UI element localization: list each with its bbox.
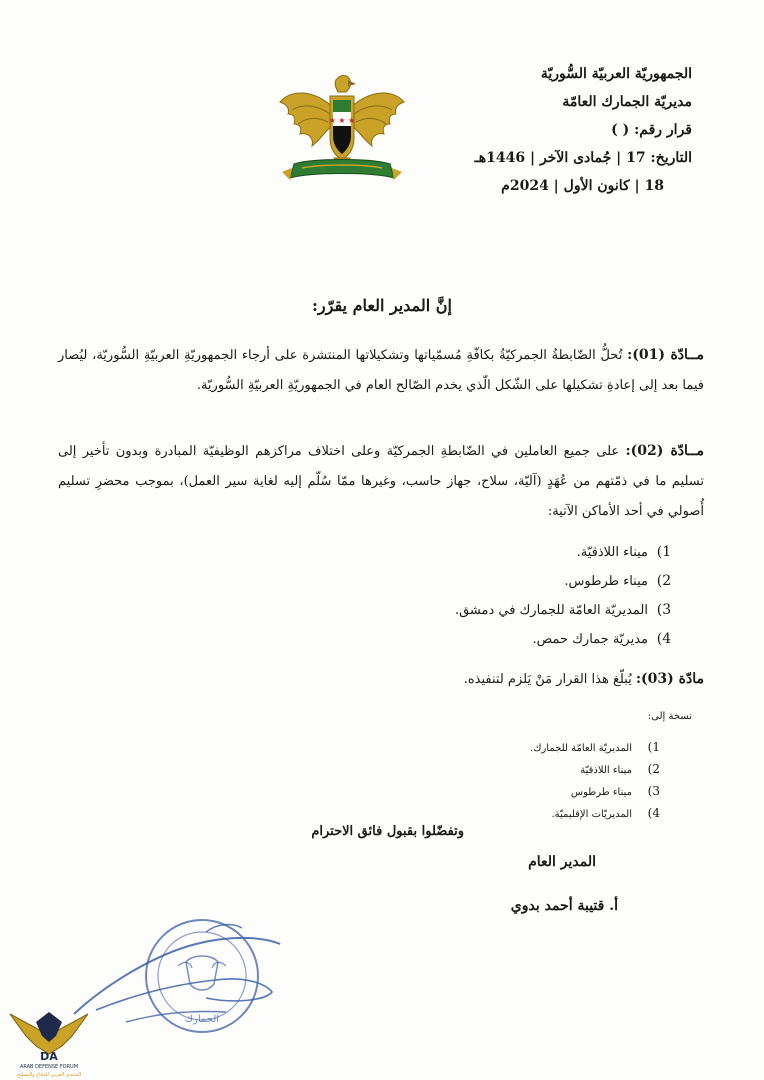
closing-line: وتفضّلوا بقبول فائق الاحترام <box>311 824 464 839</box>
syria-emblem-icon <box>272 68 412 194</box>
svg-text:ARAB DEFENSE FORUM: ARAB DEFENSE FORUM <box>19 1064 79 1070</box>
copies-label: نسخة إلى: <box>647 711 692 722</box>
copy-item: 2)ميناء اللاذقيّة <box>580 762 660 776</box>
date-hijri: التاريخ: 17 | جُمادى الآخر | 1446هـ <box>474 150 692 166</box>
official-stamp <box>66 914 286 1054</box>
article-2-text: على جميع العاملين في الضّابطةِ الجمركيّة وعلى اختلاف مراكزهم الوظيفيّة المبادرة وبدون تأخير إلى تسليم ما في ذمّتهم من عُهَدٍ (آليّة، سلاح، جهاز حاسب، وغيرها ممّا سُلّم إليه لغاية سير العمل)، بموجب محضرِ تسليم أُصولي في أحد الأماكن الآتية: <box>58 444 704 519</box>
list-item: 3)المديريّة العامّة للجمارك في دمشق. <box>454 602 672 618</box>
list-item: 1)ميناء اللاذقيّة. <box>576 544 672 560</box>
copy-item: 3)ميناء طرطوس <box>570 784 660 798</box>
decree-heading: إنَّ المدير العام يقرّر: <box>312 296 452 315</box>
republic-name: الجمهوريّة العربيّة السُّوريّة <box>540 66 692 82</box>
directorate-name: مديريّة الجمارك العامّة <box>562 94 692 110</box>
copy-item: 1)المديريّة العامّة للجمارك. <box>530 740 660 754</box>
article-3-label: مادّة (03): <box>635 671 704 687</box>
article-3-text: يُبلّغ هذا القرار مَنْ يَلزم لتنفيذه. <box>463 672 632 687</box>
signatory-title: المدير العام <box>528 854 596 870</box>
signatory-name: أ. قتيبة أحمد بدوي <box>510 898 618 914</box>
date-gregorian: 18 | كانون الأول | 2024م <box>501 178 664 194</box>
article-1 <box>58 340 704 401</box>
letterhead <box>452 60 692 200</box>
article-1-label: مــادّة (01): <box>627 347 704 363</box>
forum-logo-icon <box>6 1006 92 1078</box>
copy-item: 4)المديريّات الإقليميّة. <box>551 806 660 820</box>
decision-number: قرار رقم: ( ) <box>611 122 692 138</box>
svg-text:DA: DA <box>40 1050 58 1063</box>
svg-text:★ ★ ★: ★ ★ ★ <box>328 116 356 125</box>
list-item: 4)مديريّة جمارك حمص. <box>532 631 672 647</box>
article-2-label: مــادّة (02): <box>625 443 704 459</box>
article-3 <box>58 664 704 695</box>
article-2 <box>58 436 704 527</box>
svg-text:المنتدى العربي للدفاع والتسليح: المنتدى العربي للدفاع والتسليح <box>16 1072 82 1078</box>
article-1-text: تُحلُّ الضّابطةُ الجمركيّةُ بكافّةِ مُسمّياتها وتشكيلاتها المنتشرة على أرجاء الجمهوريّةِ العربيّةِ السُّوريّة، ليُصار فيما بعد إلى إعادةِ تشكيلها على الشّكل الّذي يخدم الصّالح العام في الجمهوريّةِ العربيّةِ السُّوريّة. <box>58 348 704 393</box>
stamp-text: الجمارك <box>184 1014 220 1025</box>
list-item: 2)ميناء طرطوس. <box>564 573 672 589</box>
